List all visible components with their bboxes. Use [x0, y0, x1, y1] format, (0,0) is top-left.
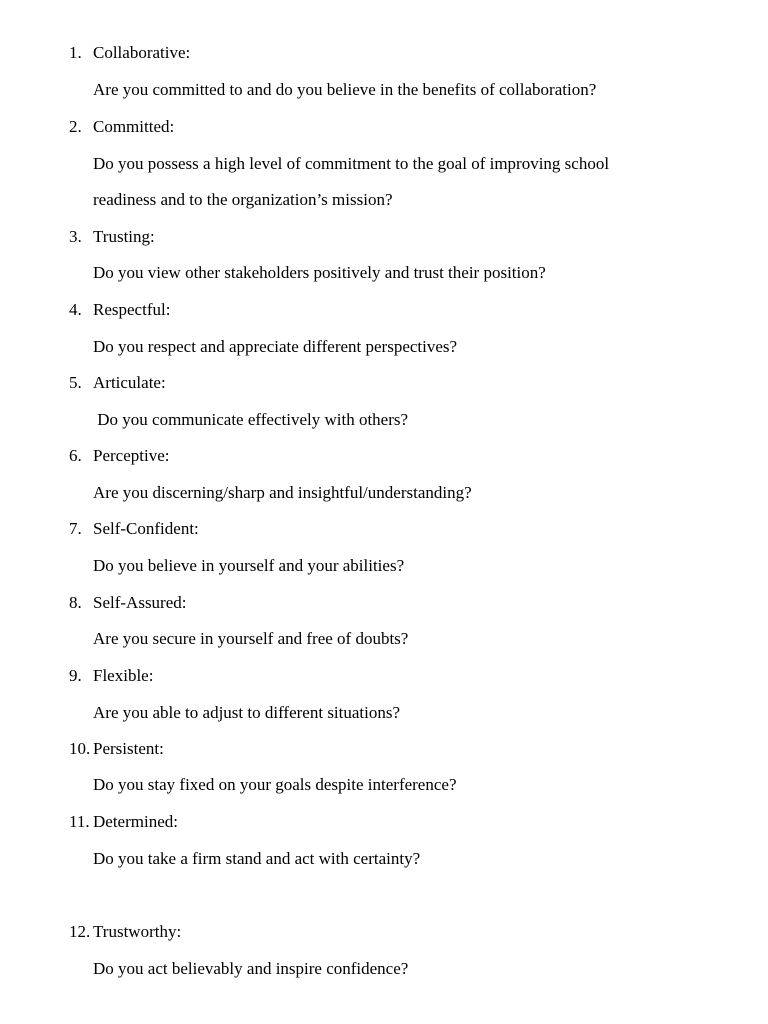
list-heading: Committed:	[93, 117, 175, 136]
list-heading: Respectful:	[93, 300, 171, 319]
list-heading: Trusting:	[93, 227, 155, 246]
question-text: readiness and to the organization’s mission?	[93, 190, 393, 209]
question-text: Do you believe in yourself and your abilities?	[93, 556, 405, 575]
question-text: Do you communicate effectively with others?	[93, 410, 409, 429]
list-number: 3.	[69, 227, 82, 246]
list-number: 12.	[69, 922, 91, 941]
question-text: Do you respect and appreciate different perspectives?	[93, 337, 458, 356]
list-heading: Trustworthy:	[93, 922, 182, 941]
question-text: Do you stay fixed on your goals despite interference?	[93, 775, 457, 794]
list-number: 5.	[69, 373, 82, 392]
question-text: Do you take a firm stand and act with certainty?	[93, 849, 421, 868]
question-text: Are you committed to and do you believe in the benefits of collaboration?	[93, 80, 597, 99]
list-number: 4.	[69, 300, 82, 319]
list-number: 9.	[69, 666, 82, 685]
list-heading: Persistent:	[93, 739, 164, 758]
list-number: 1.	[69, 43, 82, 62]
question-text: Do you act believably and inspire confidence?	[93, 959, 409, 978]
question-text: Do you possess a high level of commitment to the goal of improving school	[93, 154, 610, 173]
list-number: 7.	[69, 519, 82, 538]
list-number: 11.	[69, 812, 90, 831]
list-heading: Articulate:	[93, 373, 166, 392]
list-heading: Flexible:	[93, 666, 154, 685]
list-heading: Perceptive:	[93, 446, 170, 465]
question-text: Are you secure in yourself and free of doubts?	[93, 629, 409, 648]
list-heading: Determined:	[93, 812, 178, 831]
question-text: Are you able to adjust to different situations?	[93, 703, 401, 722]
list-number: 8.	[69, 593, 82, 612]
list-number: 6.	[69, 446, 82, 465]
list-number: 10.	[69, 739, 91, 758]
list-heading: Self-Confident:	[93, 519, 199, 538]
list-heading: Self-Assured:	[93, 593, 187, 612]
question-text: Are you discerning/sharp and insightful/understanding?	[93, 483, 472, 502]
question-text: Do you view other stakeholders positively and trust their position?	[93, 263, 546, 282]
list-number: 2.	[69, 117, 82, 136]
list-heading: Collaborative:	[93, 43, 191, 62]
